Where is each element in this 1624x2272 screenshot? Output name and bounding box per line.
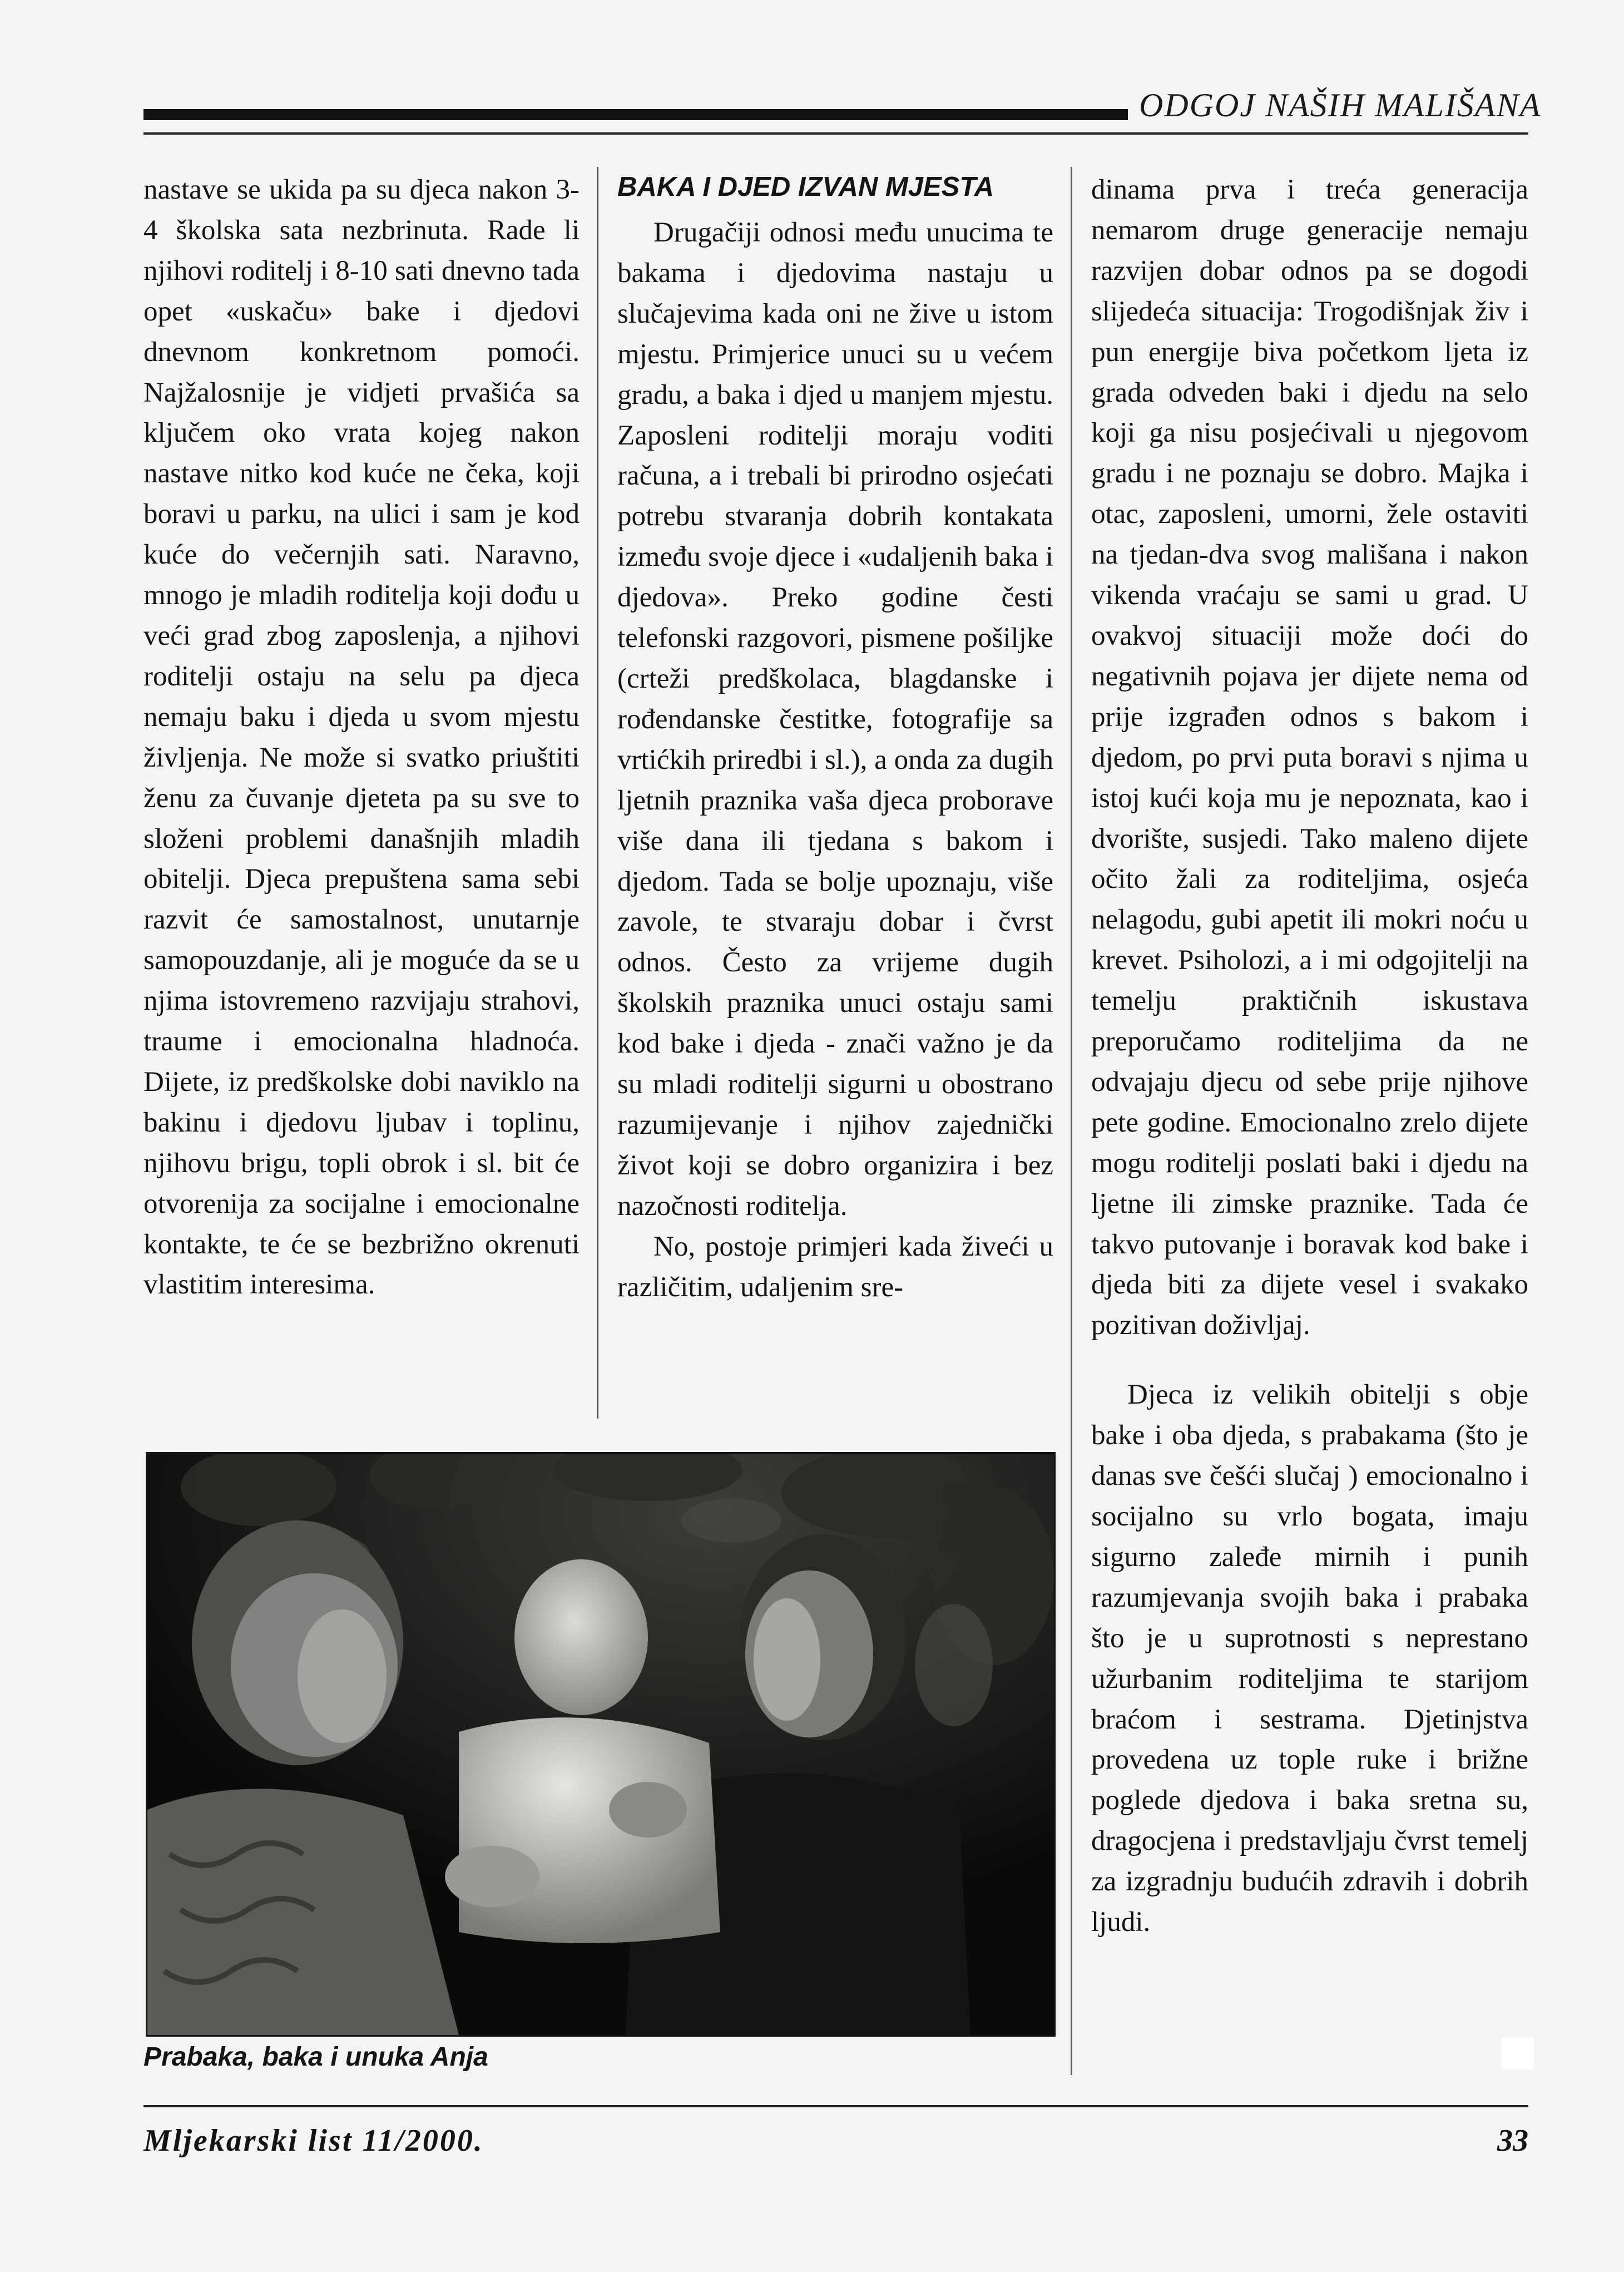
photo-image — [147, 1454, 1054, 2035]
column-2-paragraph-2: No, postoje primjeri kada živeći u različitim, udaljenim sre- — [617, 1231, 1053, 1303]
footer-rule — [143, 2105, 1528, 2107]
section-title: ODGOJ NAŠIH MALIŠANA — [1139, 87, 1542, 124]
family-photo — [146, 1452, 1056, 2037]
photo-caption: Prabaka, baka i unuka Anja — [143, 2042, 488, 2072]
page-number: 33 — [1497, 2123, 1528, 2158]
column-3-paragraph-1: dinama prva i treća generacija nemarom druge generacije nemaju razvijen dobar odnos pa se dogodi slijedeća situacija: Trogodišnjak živ i pun energije biva početkom ljeta iz grada odveden baki i djedu na selo koji ga nisu posjećivali u njegovom gradu i ne poznaju se dobro. Majka i otac, zaposleni, umorni, žele ostaviti na tjedan-dva svog mališana i nakon vikenda vraćaju se sami u grad. U ovakvoj situaciji može doći do negativnih pojava jer dijete nema od prije izgrađen odnos s bakom i djedom, po prvi puta boravi s njima u istoj kući koja mu je nepoznata, kao i dvorište, susjedi. Tako maleno dijete očito žali za roditeljima, osjeća nelagodu, gubi apetit ili mokri noću u krevet. Psiholozi, a i mi odgojitelji na temelju praktičnih iskustava preporučamo roditeljima da ne odvajaju djecu od sebe prije njihove pete godine. Emocionalno zrelo dijete mogu roditelji poslati baki i djedu na ljetne ili zimske praznike. Tada će takvo putovanje i boravak kod bake i djeda biti za dijete vesel i svakako pozitivan doživljaj. — [1091, 174, 1528, 1341]
text-column-3 — [1091, 170, 1528, 1943]
text-column-2 — [617, 167, 1053, 1307]
article-end-mark — [1502, 2037, 1534, 2070]
header-bar — [143, 109, 1128, 120]
text-column-1 — [143, 170, 580, 1305]
publication-name: Mljekarski list 11/2000. — [143, 2123, 484, 2158]
column-divider-1 — [597, 167, 598, 1419]
header-rule — [143, 132, 1528, 135]
subheading: BAKA I DJED IZVAN MJESTA — [617, 172, 994, 202]
column-1-paragraph: nastave se ukida pa su djeca nakon 3-4 školska sata nezbrinuta. Rade li njihovi roditelj i 8-10 sati dnevno tada opet «uskaču» bake i djedovi dnevnom konkretnom pomoći. Najžalosnije je vidjeti prvašića sa ključem oko vrata kojeg nakon nastave nitko kod kuće ne čeka, koji boravi u parku, na ulici i sam je kod kuće do večernjih sati. Naravno, mnogo je mladih roditelja koji dođu u veći grad zbog zaposlenja, a njihovi roditelji ostaju na selu pa djeca nemaju baku i djeda u svom mjestu življenja. Ne može si svatko priuštiti ženu za čuvanje djeteta pa su sve to složeni problemi današnjih mladih obitelji. Djeca prepuštena sama sebi razvit će samostalnost, unutarnje samopouzdanje, ali je moguće da se u njima istovremeno razvijaju strahovi, traume i emocionalna hladnoća. Dijete, iz predškolske dobi naviklo na bakinu i djedovu ljubav i toplinu, njihovu brigu, topli obrok i sl. bit će otvorenija za socijalne i emocionalne kontakte, te će se bezbrižno okrenuti vlastitim interesima. — [143, 174, 580, 1301]
column-divider-2 — [1071, 167, 1072, 2075]
column-3-paragraph-2: Djeca iz velikih obitelji s obje bake i oba djeda, s prabakama (što je danas sve češći slučaj ) emocionalno i socijalno su vrlo bogata, imaju sigurno zaleđe mirnih i punih razumjevanja svojih baka i prabaka što je u suprotnosti s neprestano užurbanim roditeljima te starijom braćom i sestrama. Djetinjstva provedena uz tople ruke i brižne poglede djedova i baka sretna su, dragocjena i predstavljaju čvrst temelj za izgradnju budućih zdravih i dobrih ljudi. — [1091, 1379, 1528, 1938]
column-2-paragraph-1: Drugačiji odnosi među unucima te bakama i djedovima nastaju u slučajevima kada oni ne žive u istom mjestu. Primjerice unuci su u većem gradu, a baka i djed u manjem mjestu. Zaposleni roditelji moraju voditi računa, a i trebali bi prirodno osjećati potrebu stvaranja dobrih kontakata između svoje djece i «udaljenih baka i djedova». Preko godine česti telefonski razgovori, pismene pošiljke (crteži predškolaca, blagdanske i rođendanske čestitke, fotografije sa vrtićkih priredbi i sl.), a onda za dugih ljetnih praznika vaša djeca proborave više dana ili tjedana s bakom i djedom. Tada se bolje upoznaju, više zavole, te stvaraju dobar i čvrst odnos. Često za vrijeme dugih školskih praznika unuci ostaju sami kod bake i djeda - znači važno je da su mladi roditelji sigurni u obostrano razumijevanje i njihov zajednički život koji se dobro organizira i bez nazočnosti roditelja. — [617, 217, 1053, 1222]
